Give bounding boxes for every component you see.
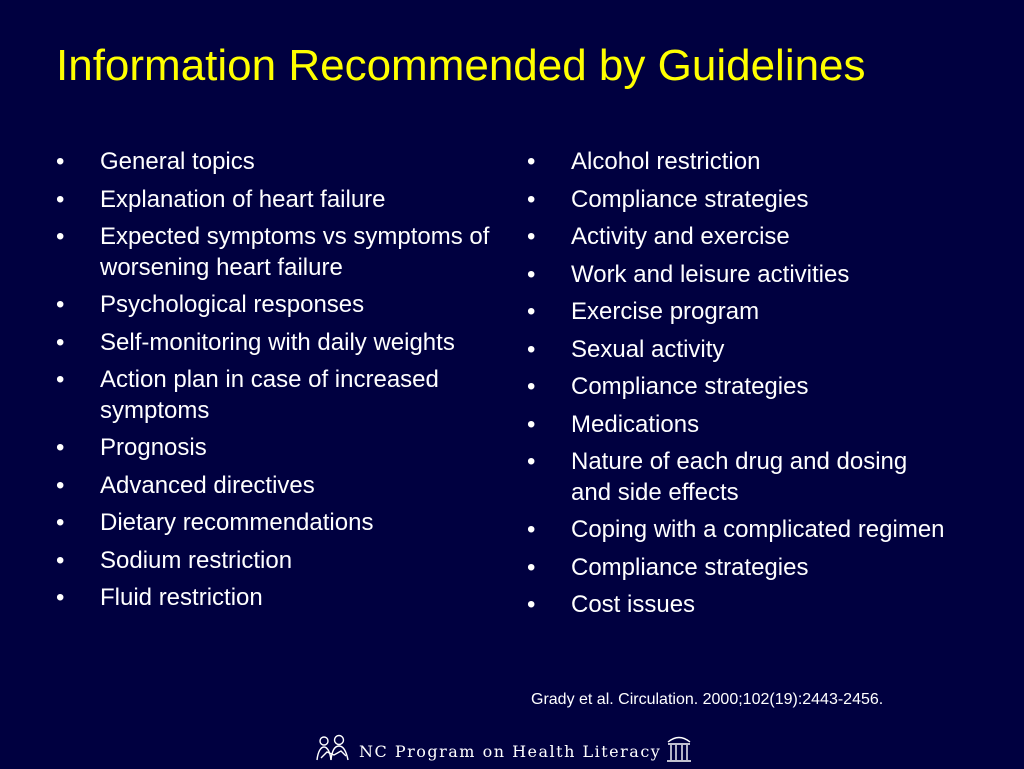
bullet-icon: • (56, 471, 65, 499)
list-item-text: Compliance strategies (571, 553, 809, 581)
list-item-text: Medications (571, 410, 700, 438)
list-item-text: Expected symptoms vs symptoms of worsening heart failure (100, 223, 490, 281)
list-item-text: Nature of each drug and dosing and side effects (571, 448, 908, 506)
bullet-icon: • (527, 298, 536, 325)
bullet-icon: • (56, 328, 65, 356)
bullet-icon: • (527, 516, 536, 543)
footer-logo (313, 734, 693, 768)
citation: Grady et al. Circulation. 2000;102(19):2443-2456. (531, 691, 884, 708)
bullet-icon: • (56, 434, 65, 461)
list-item-text: Psychological responses (100, 291, 365, 318)
list-item (527, 260, 947, 291)
list-item-text: Dietary recommendations (100, 509, 374, 536)
list-item (56, 583, 496, 614)
bullet-list-right (527, 147, 947, 628)
bullet-icon: • (527, 185, 536, 213)
list-item-text: Cost issues (571, 591, 696, 618)
list-item-text: General topics (100, 148, 255, 175)
bullet-icon: • (527, 223, 536, 250)
list-item-text: Sexual activity (571, 335, 725, 363)
list-item (56, 290, 496, 321)
list-item-text: Sodium restriction (100, 546, 293, 574)
list-item-text: Action plan in case of increased symptoms (100, 366, 439, 424)
list-item-text: Compliance strategies (571, 185, 809, 213)
list-item-text: Compliance strategies (571, 373, 809, 400)
list-item (527, 590, 947, 621)
building-icon (665, 733, 693, 769)
list-item (527, 515, 947, 546)
list-item (56, 147, 496, 178)
list-item-text: Self-monitoring with daily weights (100, 328, 455, 356)
list-item (527, 185, 947, 216)
list-item (56, 508, 496, 539)
list-item (56, 328, 496, 359)
list-item (527, 147, 947, 178)
list-item-text: Exercise program (571, 298, 760, 325)
list-item-text: Advanced directives (100, 471, 315, 499)
list-item (527, 553, 947, 584)
list-item (527, 372, 947, 403)
list-item (56, 222, 496, 283)
list-item (527, 410, 947, 441)
list-item (56, 546, 496, 577)
list-item-text: Work and leisure activities (571, 260, 850, 288)
list-item-text: Explanation of heart failure (100, 185, 386, 213)
list-item (56, 433, 496, 464)
bullet-icon: • (527, 148, 536, 175)
bullet-icon: • (527, 448, 536, 475)
bullet-icon: • (56, 291, 65, 318)
bullet-list-left (56, 147, 496, 621)
readers-icon (313, 734, 353, 768)
bullet-icon: • (56, 148, 65, 175)
bullet-icon: • (527, 553, 536, 581)
list-item-text: Coping with a complicated regimen (571, 516, 945, 543)
bullet-icon: • (56, 546, 65, 574)
slide-title: Information Recommended by Guidelines (56, 41, 866, 90)
bullet-icon: • (527, 335, 536, 363)
list-item-text: Activity and exercise (571, 223, 790, 250)
list-item (56, 471, 496, 502)
bullet-icon: • (527, 591, 536, 618)
list-item (527, 222, 947, 253)
list-item (56, 365, 496, 426)
list-item-text: Fluid restriction (100, 584, 263, 611)
bullet-icon: • (527, 260, 536, 288)
bullet-icon: • (527, 373, 536, 400)
bullet-icon: • (56, 223, 65, 250)
list-item (527, 297, 947, 328)
bullet-icon: • (56, 185, 65, 213)
bullet-icon: • (56, 584, 65, 611)
bullet-icon: • (527, 410, 536, 438)
list-item-text: Prognosis (100, 434, 207, 461)
list-item (56, 185, 496, 216)
list-item (527, 335, 947, 366)
footer-text: NC Program on Health Literacy (359, 741, 662, 761)
list-item-text: Alcohol restriction (571, 148, 761, 175)
bullet-icon: • (56, 509, 65, 536)
list-item (527, 447, 947, 508)
bullet-icon: • (56, 366, 65, 393)
